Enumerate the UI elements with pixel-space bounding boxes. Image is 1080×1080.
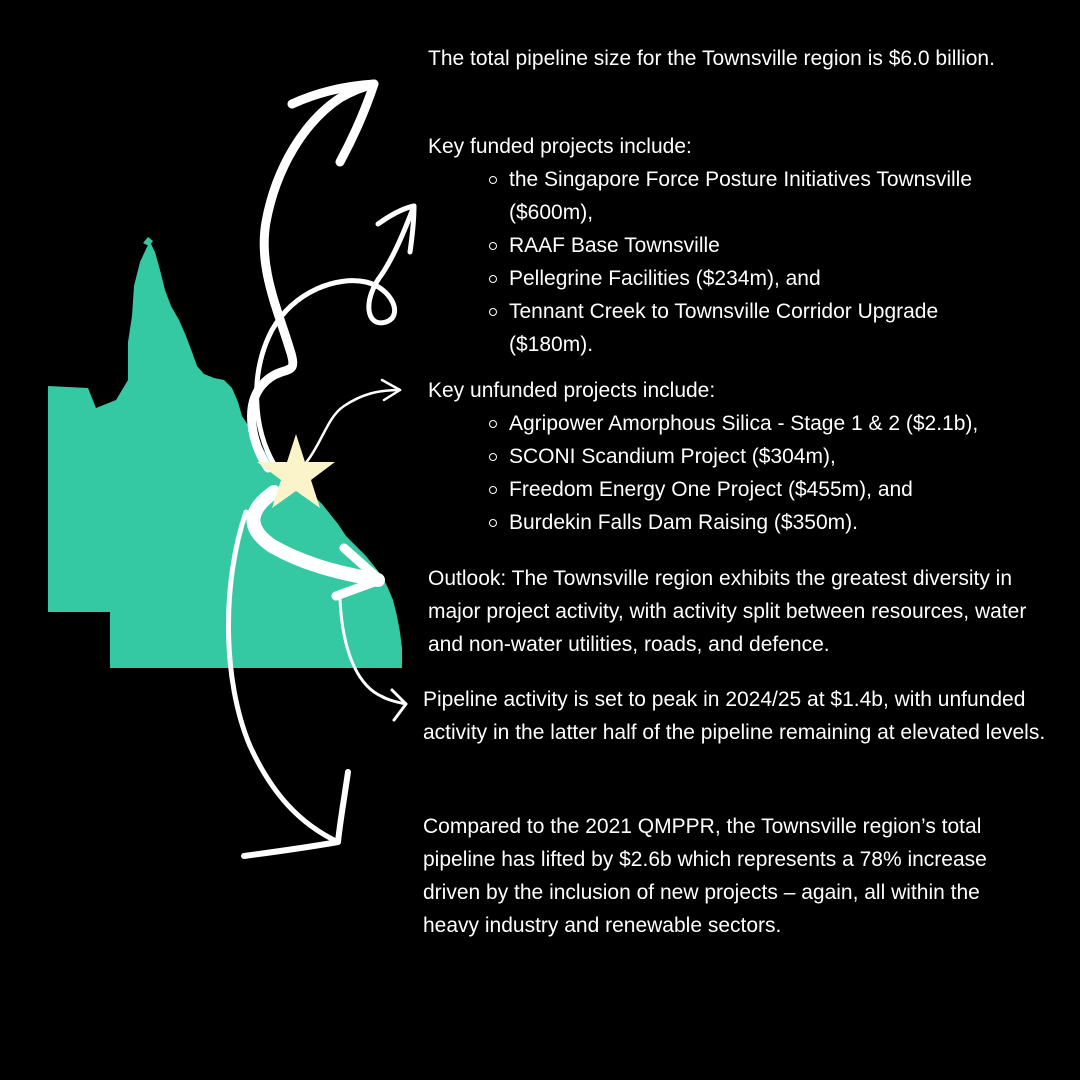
unfunded-heading: Key unfunded projects include: [428, 379, 716, 402]
outlook-paragraph: Outlook: The Townsville region exhibits the greatest diversity in major project activity, with activity split between resources, water and non-water utilities, roads, and defence. [428, 567, 1027, 656]
cape-york-tip [143, 237, 153, 246]
list-item: Agripower Amorphous Silica - Stage 1 & 2 ($2.1b), [487, 407, 1047, 440]
funded-heading: Key funded projects include: [428, 135, 692, 158]
arrow-unfunded [300, 390, 400, 470]
list-item: RAAF Base Townsville [487, 229, 1007, 262]
list-item: Freedom Energy One Project ($455m), and [487, 473, 1047, 506]
unfunded-list [487, 407, 1047, 539]
arrow-funded [257, 206, 414, 466]
funded-list [487, 163, 1007, 361]
list-item: SCONI Scandium Project ($304m), [487, 440, 1047, 473]
list-item: Burdekin Falls Dam Raising ($350m). [487, 506, 1047, 539]
list-item: Pellegrine Facilities ($234m), and [487, 262, 1007, 295]
arrow-summary-head [292, 84, 374, 162]
list-item: the Singapore Force Posture Initiatives Townsville ($600m), [487, 163, 1007, 229]
queensland-map [48, 242, 402, 668]
list-item: Tennant Creek to Townsville Corridor Upgrade ($180m). [487, 295, 1007, 361]
arrow-summary [252, 84, 374, 468]
pipeline-summary: The total pipeline size for the Townsville region is $6.0 billion. [428, 47, 995, 70]
arrow-peak-head [392, 690, 406, 720]
comparison-paragraph: Compared to the 2021 QMPPR, the Townsville region’s total pipeline has lifted by $2.6b which represents a 78% increase driven by the inclusion of new projects – again, all within the heavy industry and renewable sectors. [423, 815, 987, 937]
peak-paragraph: Pipeline activity is set to peak in 2024/25 at $1.4b, with unfunded activity in the latter half of the pipeline remaining at elevated levels. [423, 688, 1046, 744]
